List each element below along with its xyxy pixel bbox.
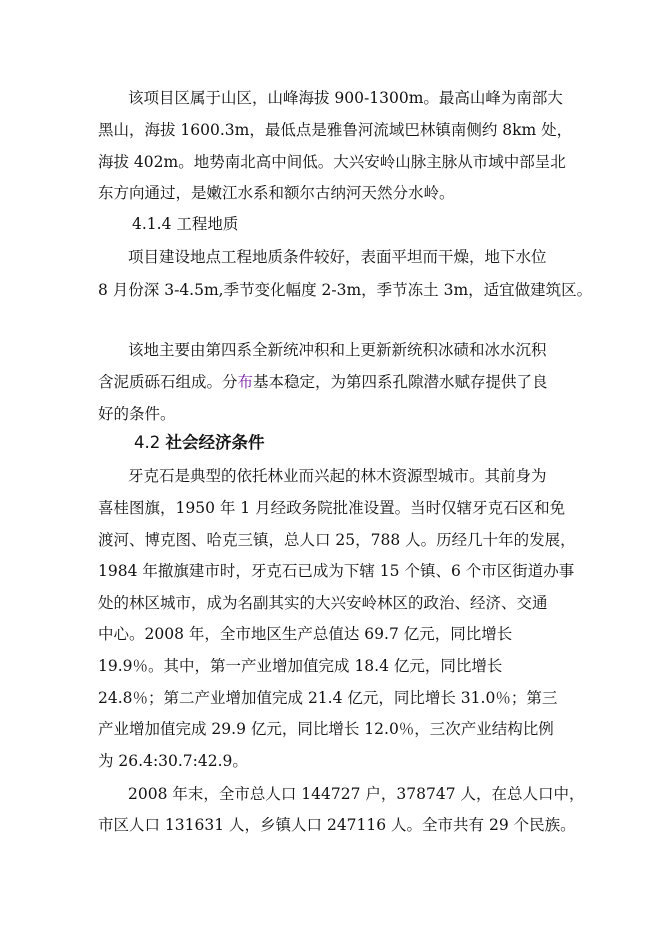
heading-title: 社会经济条件 (165, 433, 265, 452)
text-line: 东方向通过，是嫩江水系和额尔古纳河天然分水岭。 (98, 184, 455, 202)
text-line: 8 月份深 3-4.5m,季节变化幅度 2-3m，季节冻土 3m，适宜做建筑区。 (98, 281, 593, 299)
text-segment: 基本稳定，为第四系孔隙潜水赋存提供了良 (253, 373, 548, 391)
section-heading-4-2 (134, 433, 265, 453)
text-line: 好的条件。 (98, 405, 176, 423)
text-line: 1984 年撤旗建市时，牙克石已成为下辖 15 个镇、6 个市区街道办事 (98, 562, 575, 580)
highlighted-character: 布 (237, 373, 254, 391)
text-line: 为 26.4:30.7:42.9。 (98, 752, 248, 770)
text-line: 该地主要由第四系全新统冲积和上更新新统积冰碛和冰水沉积 (128, 341, 547, 359)
section-heading-4-1-4 (132, 214, 238, 234)
text-line: 海拔 402m。地势南北高中间低。大兴安岭山脉主脉从市域中部呈北 (98, 153, 566, 171)
text-segment: 含泥质砾石组成。分 (98, 373, 238, 391)
text-line: 2008 年末，全市总人口 144727 户，378747 人，在总人口中， (128, 785, 585, 803)
text-line: 项目建设地点工程地质条件较好，表面平坦而干燥，地下水位 (128, 248, 547, 266)
text-line: 产业增加值完成 29.9 亿元，同比增长 12.0％，三次产业结构比例 (98, 720, 554, 738)
text-line (98, 372, 548, 392)
text-line: 处的林区城市，成为名副其实的大兴安岭林区的政治、经济、交通 (98, 594, 548, 612)
text-line: 19.9％。其中，第一产业增加值完成 18.4 亿元，同比增长 (98, 657, 503, 675)
text-line: 牙克石是典型的依托林业而兴起的林木资源型城市。其前身为 (128, 467, 547, 485)
text-line: 渡河、博克图、哈克三镇，总人口 25，788 人。历经几十年的发展， (98, 531, 576, 549)
text-line: 该项目区属于山区，山峰海拔 900-1300m。最高山峰为南部大 (128, 89, 563, 107)
heading-title: 工程地质 (176, 215, 239, 233)
heading-number: 4.1.4 (132, 215, 172, 233)
text-line: 黑山，海拔 1600.3m，最低点是雅鲁河流域巴林镇南侧约 8km 处， (98, 121, 573, 139)
text-line: 中心。2008 年，全市地区生产总值达 69.7 亿元，同比增长 (98, 625, 513, 643)
text-line: 喜桂图旗，1950 年 1 月经政务院批准设置。当时仅辖牙克石区和免 (98, 499, 566, 517)
text-line: 24.8％；第二产业增加值完成 21.4 亿元，同比增长 31.0％；第三 (98, 689, 558, 707)
heading-number: 4.2 (134, 433, 161, 452)
text-line: 市区人口 131631 人，乡镇人口 247116 人。全市共有 29 个民族。 (98, 816, 576, 834)
